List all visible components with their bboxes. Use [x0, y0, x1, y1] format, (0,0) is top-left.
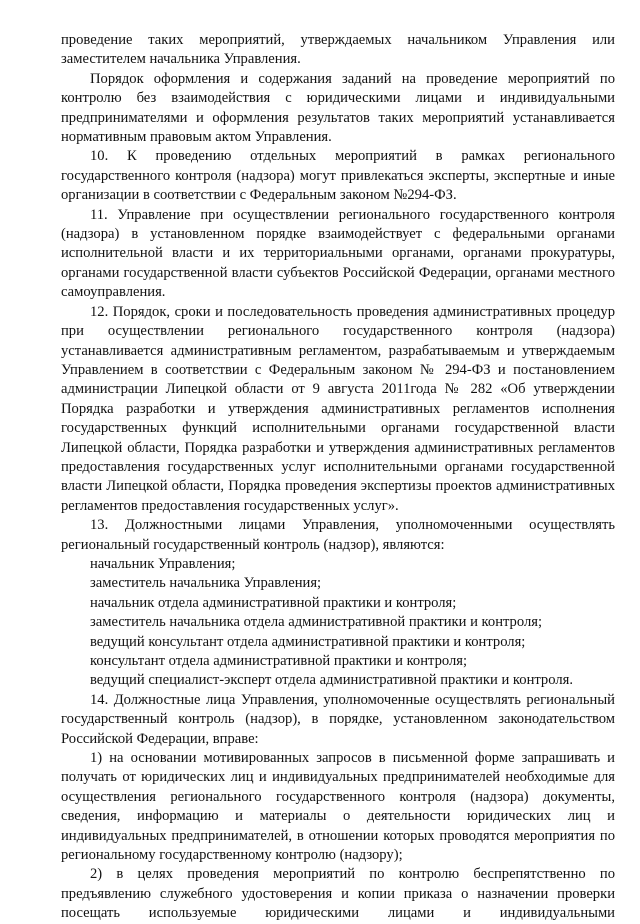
list-item: ведущий специалист-эксперт отдела административной практики и контроля. [90, 672, 573, 689]
paragraph-task-order: Порядок оформления и содержания заданий на проведение мероприятий по контролю без взаимодействия с юридическими лицами и индивидуальными предпринимателями и оформления результатов таких мероприятий устанавливается нормативным правовым актом Управления. [61, 70, 615, 146]
right-item-2: 2) в целях проведения мероприятий по контролю беспрепятственно по предъявлению служебного удостоверения и копии приказа о назначении проверки посещать используемые юридическими лицами и индивидуальными [61, 866, 615, 922]
list-item: начальник Управления; [90, 555, 236, 572]
paragraph-13-officials: 13. Должностными лицами Управления, уполномоченными осуществлять региональный государственный контроль (надзор), являются: [61, 517, 615, 553]
list-item: консультант отдела административной практики и контроля; [90, 653, 468, 669]
paragraph-14-rights: 14. Должностные лица Управления, уполномоченные осуществлять региональный государственный контроль (надзор), в порядке, установленном законодательством Российской Федерации, вправе: [61, 691, 615, 747]
paragraph-continuation: проведение таких мероприятий, утверждаемых начальником Управления или заместителем начальника Управления. [61, 32, 615, 68]
officials-list [61, 555, 615, 691]
list-item: заместитель начальника Управления; [90, 575, 322, 592]
right-item-1: 1) на основании мотивированных запросов в письменной форме запрашивать и получать от юридических лиц и индивидуальных предпринимателей необходимые для осуществления регионального государственного контроля (надзора) документы, сведения, информацию и материалы о деятельности юридических лиц и индивидуальных предпринимателей, в отношении которых проводятся мероприятия по региональному государственному контролю (надзору); [61, 750, 615, 864]
list-item: начальник отдела административной практики и контроля; [90, 594, 457, 611]
document-body [61, 31, 615, 924]
paragraph-11-cooperation: 11. Управление при осуществлении регионального государственного контроля (надзора) в установленном порядке взаимодействует с федеральными органами исполнительной власти и их территориальными органами, органами прокуратуры, органами государственной власти субъектов Российской Федерации, органами местного самоуправления. [61, 206, 615, 301]
paragraph-12-procedures: 12. Порядок, сроки и последовательность проведения административных процедур при осуществлении регионального государственного контроля (надзора) устанавливается административным регламентом, разрабатываемым и утверждаемым Управлением в соответствии с Федеральным законом № 294-ФЗ и постановлением администрации Липецкой области от 9 августа 2011года № 282 «Об утверждении Порядка разработки и утверждения административных регламентов исполнения государственных функций исполнительными органами государственной власти Липецкой области, Порядка разработки и утверждения административных регламентов предоставления государственных услуг исполнительными органами государственной власти Липецкой области, Порядка проведения экспертизы проектов административных регламентов предоставления государственных услуг». [61, 303, 615, 514]
list-item: ведущий консультант отдела административной практики и контроля; [90, 633, 526, 650]
paragraph-10-experts: 10. К проведению отдельных мероприятий в рамках регионального государственного контроля (надзора) могут привлекаться эксперты, экспертные и иные организации в соответствии с Федеральным законом №294-ФЗ. [61, 148, 615, 204]
list-item: заместитель начальника отдела административной практики и контроля; [90, 614, 543, 631]
